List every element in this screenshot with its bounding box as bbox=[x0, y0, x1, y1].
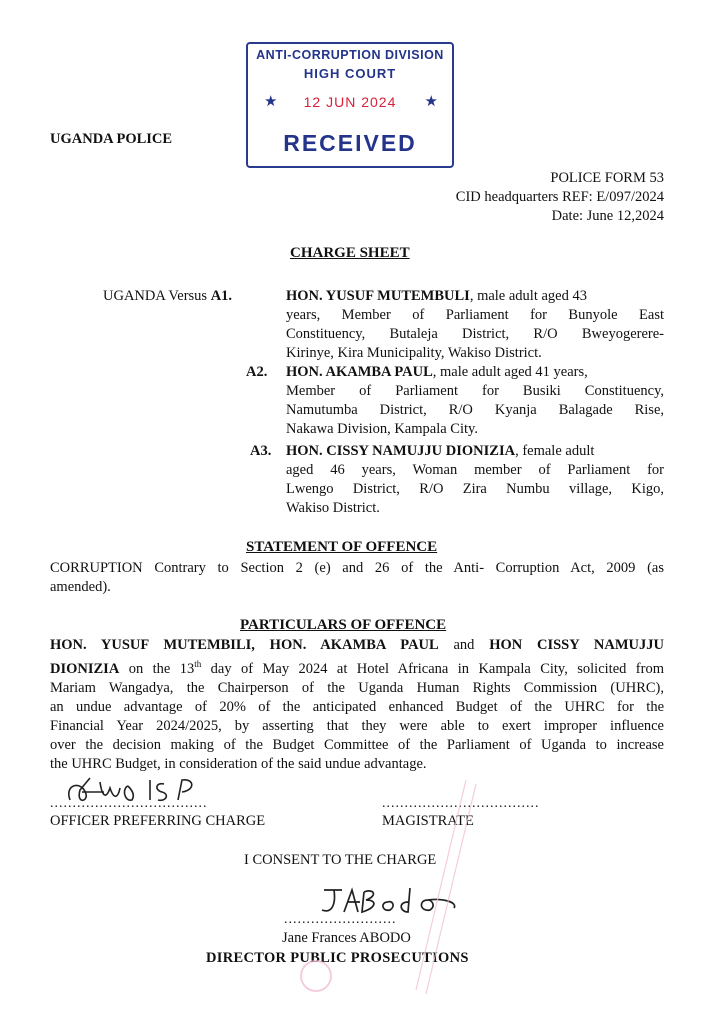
statement-text: CORRUPTION Contrary to Section 2 (e) and 26 of the Anti- Corruption Act, 2009 (as amended). bbox=[50, 560, 664, 595]
form-number: POLICE FORM 53 bbox=[550, 170, 664, 186]
accused-a3: HON. CISSY NAMUJJU DIONIZIA, female adult aged 46 years, Woman member of Parliament for Lwengo District, R/O Zira Numbu village, Kigo, Wakiso District. bbox=[286, 443, 664, 516]
agency-name: UGANDA POLICE bbox=[50, 131, 173, 147]
star-icon: ★ bbox=[264, 93, 278, 110]
watermark-seal bbox=[300, 960, 332, 992]
accused-a1: HON. YUSUF MUTEMBULI, male adult aged 43 years, Member of Parliament for Bunyole East Constituency, Butaleja District, R/O Bweyogerere- Kirinye, Kira Municipality, Wakiso District. bbox=[286, 288, 664, 361]
case-parties bbox=[103, 287, 232, 306]
case-prefix: UGANDA Versus bbox=[103, 288, 211, 304]
magistrate-label: MAGISTRATE bbox=[382, 813, 474, 829]
accused-label: A1. bbox=[210, 288, 233, 304]
particulars-text: HON. YUSUF MUTEMBILI, HON. AKAMBA PAUL and HON CISSY NAMUJJU DIONIZIA on the 13th day of May 2024 at Hotel Africana in Kampala City, solicited from Mariam Wangadya, the Chairperson of the Uganda Human Rights Commission (UHRC), an undue advantage of 20% of the anticipated enhanced Budget of the UHRC for the Financial Year 2024/2025, by asserting that they were able to exert improper influence over the decision making of the Budget Committee of the Parliament of Uganda to increase the UHRC Budget, in consideration of the said undue advantage. bbox=[50, 637, 665, 772]
stamp-date: 12 JUN 2024 bbox=[303, 94, 397, 110]
consent-text: I CONSENT TO THE CHARGE bbox=[244, 852, 437, 868]
accused-name: HON. YUSUF MUTEMBULI bbox=[286, 288, 470, 304]
reference: CID headquarters REF: E/097/2024 bbox=[455, 189, 664, 205]
accused-name: HON. CISSY NAMUJJU DIONIZIA bbox=[286, 443, 516, 459]
document-date: Date: June 12,2024 bbox=[551, 208, 664, 224]
dpp-name: Jane Frances ABODO bbox=[282, 930, 411, 946]
accused-name: HON. AKAMBA PAUL bbox=[286, 364, 433, 380]
accused-label: A2. bbox=[246, 364, 268, 380]
received-stamp bbox=[246, 42, 454, 168]
particulars-heading: PARTICULARS OF OFFENCE bbox=[240, 617, 447, 633]
document-title: CHARGE SHEET bbox=[290, 245, 410, 261]
magistrate-signature-line: ................................... bbox=[382, 796, 540, 811]
dpp-signature-line: ......................... bbox=[284, 912, 397, 927]
stamp-received: RECEIVED bbox=[283, 130, 417, 156]
star-icon: ★ bbox=[424, 93, 438, 110]
stamp-court: HIGH COURT bbox=[303, 66, 397, 81]
officer-signature-line: ................................... bbox=[50, 796, 208, 811]
officer-label: OFFICER PREFERRING CHARGE bbox=[50, 813, 266, 829]
watermark-stamp bbox=[396, 770, 486, 1000]
accused-a2: HON. AKAMBA PAUL, male adult aged 41 years, Member of Parliament for Busiki Constituency, Namutumba District, R/O Kyanja Balagade Rise, Nakawa Division, Kampala City. bbox=[286, 364, 664, 437]
accused-label: A3. bbox=[250, 443, 272, 459]
stamp-division: ANTI-CORRUPTION DIVISION bbox=[256, 48, 444, 62]
dpp-title: DIRECTOR PUBLIC PROSECUTIONS bbox=[206, 950, 469, 966]
statement-heading: STATEMENT OF OFFENCE bbox=[246, 539, 438, 555]
